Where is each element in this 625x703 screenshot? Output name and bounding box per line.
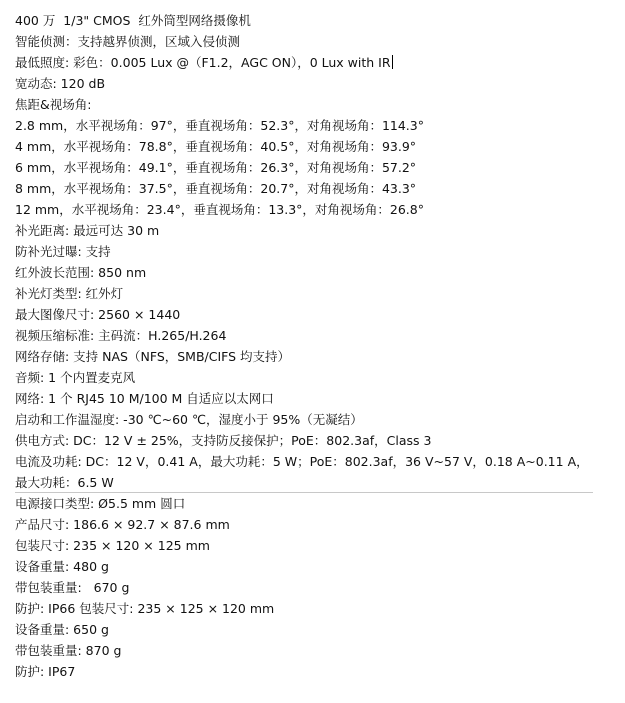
spec-package-size: 包装尺寸: 235 × 120 × 125 mm bbox=[15, 538, 210, 553]
spec-operating-conditions: 启动和工作温湿度: -30 ℃~60 ℃，湿度小于 95%（无凝结） bbox=[15, 412, 363, 427]
spec-power-interface: 电源接口类型: Ø5.5 mm 圆口 bbox=[15, 496, 186, 511]
spec-focal-fov-heading: 焦距&视场角: bbox=[15, 97, 92, 112]
spec-package-weight-2: 带包装重量: 870 g bbox=[15, 643, 122, 658]
spec-product-size: 产品尺寸: 186.6 × 92.7 × 87.6 mm bbox=[15, 517, 230, 532]
spec-fov-2-8mm: 2.8 mm，水平视场角：97°，垂直视场角：52.3°，对角视场角：114.3° bbox=[15, 118, 424, 133]
text-cursor bbox=[392, 55, 393, 69]
spec-package-weight: 带包装重量: 670 g bbox=[15, 580, 130, 595]
spec-audio: 音频: 1 个内置麦克风 bbox=[15, 370, 136, 385]
spec-anti-overexposure: 防补光过曝: 支持 bbox=[15, 244, 111, 259]
spec-wdr: 宽动态: 120 dB bbox=[15, 76, 106, 91]
spec-network-storage: 网络存储: 支持 NAS（NFS，SMB/CIFS 均支持） bbox=[15, 349, 291, 364]
spec-ir-range: 补光距离: 最远可达 30 m bbox=[15, 223, 160, 238]
spec-fov-8mm: 8 mm，水平视场角：37.5°，垂直视场角：20.7°，对角视场角：43.3° bbox=[15, 181, 417, 196]
spec-protection-package-size: 防护: IP66 包装尺寸: 235 × 125 × 120 mm bbox=[15, 601, 275, 616]
spec-video-compression: 视频压缩标准: 主码流：H.265/H.264 bbox=[15, 328, 227, 343]
spec-light-type: 补光灯类型: 红外灯 bbox=[15, 286, 124, 301]
spec-fov-4mm: 4 mm，水平视场角：78.8°，垂直视场角：40.5°，对角视场角：93.9° bbox=[15, 139, 417, 154]
spec-fov-6mm: 6 mm，水平视场角：49.1°，垂直视场角：26.3°，对角视场角：57.2° bbox=[15, 160, 417, 175]
spec-ir-wavelength: 红外波长范围: 850 nm bbox=[15, 265, 147, 280]
spec-fov-12mm: 12 mm，水平视场角：23.4°，垂直视场角：13.3°，对角视场角：26.8° bbox=[15, 202, 424, 217]
spec-min-illumination-text: 最低照度: 彩色：0.005 Lux @（F1.2，AGC ON），0 Lux with IR bbox=[15, 55, 391, 70]
spec-power-supply: 供电方式: DC：12 V ± 25%，支持防反接保护；PoE：802.3af，Class 3 bbox=[15, 433, 432, 448]
spec-power-consumption-cont: 最大功耗：6.5 W bbox=[15, 475, 114, 490]
spec-protection: 防护: IP67 bbox=[15, 664, 76, 679]
doc-title: 400 万 1/3" CMOS 红外筒型网络摄像机 bbox=[15, 13, 251, 28]
spec-network: 网络: 1 个 RJ45 10 M/100 M 自适应以太网口 bbox=[15, 391, 274, 406]
spec-power-consumption: 电流及功耗: DC：12 V，0.41 A，最大功耗：5 W；PoE：802.3af，36 V~57 V，0.18 A~0.11 A， bbox=[15, 454, 589, 469]
spec-device-weight: 设备重量: 480 g bbox=[15, 559, 109, 574]
spec-device-weight-2: 设备重量: 650 g bbox=[15, 622, 109, 637]
spec-smart-detection: 智能侦测：支持越界侦测，区域入侵侦测 bbox=[15, 34, 241, 49]
spec-min-illumination[interactable] bbox=[15, 53, 393, 73]
section-divider bbox=[15, 492, 593, 493]
spec-max-resolution: 最大图像尺寸: 2560 × 1440 bbox=[15, 307, 181, 322]
